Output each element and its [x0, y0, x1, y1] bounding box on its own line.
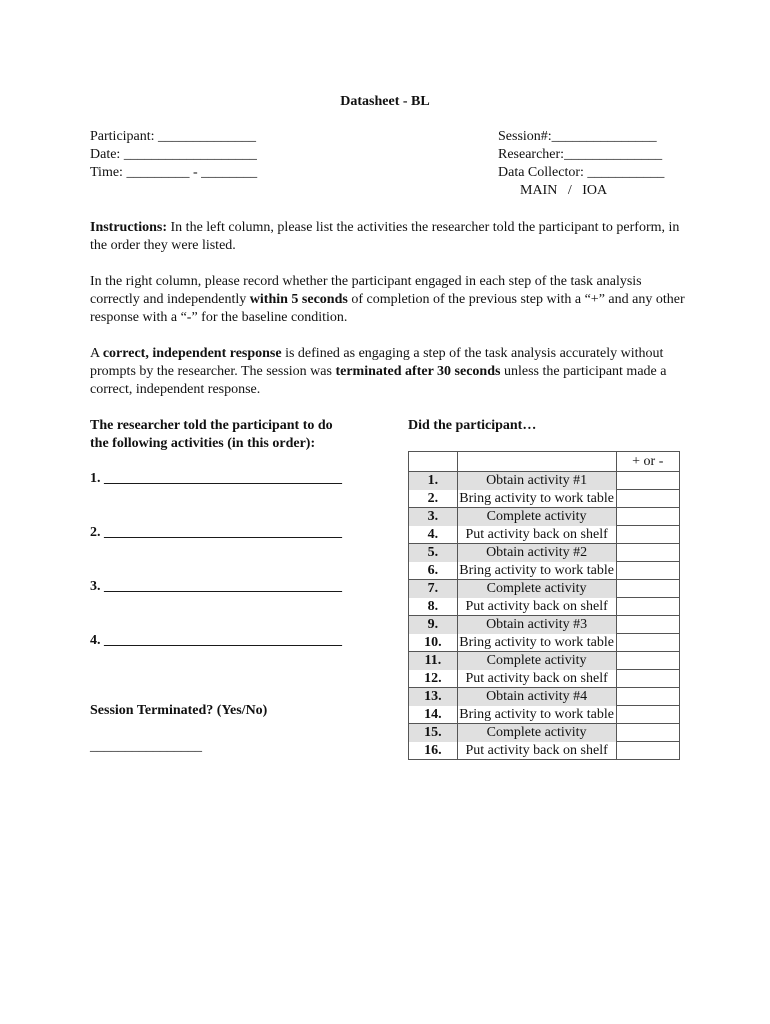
step-mark-cell[interactable]	[616, 670, 679, 688]
step-number: 13.	[409, 688, 458, 706]
researcher-field[interactable]: Researcher:______________	[498, 147, 663, 162]
instructions-text: In the left column, please list the activities the researcher told the participant to perform, in the order they were listed.	[90, 220, 680, 253]
step-mark-cell[interactable]	[616, 742, 679, 760]
table-row	[409, 706, 680, 724]
step-mark-cell[interactable]	[616, 688, 679, 706]
time-field[interactable]: Time: _________ - ________	[90, 165, 258, 180]
step-number: 7.	[409, 580, 458, 598]
main-ioa-selector[interactable]: MAIN / IOA	[520, 183, 608, 198]
step-activity: Obtain activity #2	[457, 544, 616, 562]
step-number: 12.	[409, 670, 458, 688]
step-mark-cell[interactable]	[616, 706, 679, 724]
right-column-paragraph	[90, 273, 690, 327]
activity-blank-1[interactable]: 1. __________________________________	[90, 471, 342, 486]
step-activity: Put activity back on shelf	[457, 670, 616, 688]
step-mark-cell[interactable]	[616, 472, 679, 490]
data-collector-field[interactable]: Data Collector: ___________	[498, 165, 665, 180]
activity-blank-4[interactable]: 4. __________________________________	[90, 633, 342, 648]
header-cell-num	[409, 452, 458, 472]
step-number: 15.	[409, 724, 458, 742]
participant-field[interactable]: Participant: ______________	[90, 129, 257, 144]
table-row	[409, 742, 680, 760]
p2-text-b: of completion of the previous step with a “+” and any other response with a “-” for the baseline condition.	[90, 292, 685, 325]
table-row	[409, 598, 680, 616]
table-row	[409, 580, 680, 598]
step-activity: Bring activity to work table	[457, 634, 616, 652]
step-mark-cell[interactable]	[616, 490, 679, 508]
table-row	[409, 490, 680, 508]
p3-text-b: is defined as engaging a step of the task analysis accurately without prompts by the researcher. The session was	[90, 346, 664, 379]
left-heading-line-2: the following activities (in this order):	[90, 436, 316, 451]
step-activity: Complete activity	[457, 652, 616, 670]
step-number: 3.	[409, 508, 458, 526]
step-mark-cell[interactable]	[616, 634, 679, 652]
table-row	[409, 472, 680, 490]
definition-paragraph	[90, 345, 690, 399]
right-heading: Did the participant…	[408, 418, 537, 433]
step-activity: Bring activity to work table	[457, 562, 616, 580]
step-number: 14.	[409, 706, 458, 724]
step-mark-cell[interactable]	[616, 616, 679, 634]
activity-blank-3[interactable]: 3. __________________________________	[90, 579, 342, 594]
instructions-paragraph	[90, 219, 690, 255]
table-row	[409, 670, 680, 688]
p3-bold-2: terminated after 30 seconds	[335, 364, 501, 379]
step-mark-cell[interactable]	[616, 598, 679, 616]
step-activity: Put activity back on shelf	[457, 742, 616, 760]
step-mark-cell[interactable]	[616, 508, 679, 526]
step-number: 11.	[409, 652, 458, 670]
step-activity: Bring activity to work table	[457, 490, 616, 508]
step-activity: Complete activity	[457, 580, 616, 598]
step-mark-cell[interactable]	[616, 526, 679, 544]
table-row	[409, 526, 680, 544]
step-number: 2.	[409, 490, 458, 508]
step-activity: Put activity back on shelf	[457, 598, 616, 616]
table-row	[409, 652, 680, 670]
table-row	[409, 724, 680, 742]
table-row	[409, 508, 680, 526]
table-row	[409, 544, 680, 562]
session-terminated-label: Session Terminated? (Yes/No)	[90, 703, 268, 718]
left-heading-line-1: The researcher told the participant to do	[90, 418, 333, 433]
table-row	[409, 634, 680, 652]
instructions-label: Instructions:	[90, 220, 168, 235]
p3-text-c: unless the participant made a correct, independent response.	[90, 364, 667, 397]
step-number: 6.	[409, 562, 458, 580]
step-number: 1.	[409, 472, 458, 490]
step-number: 4.	[409, 526, 458, 544]
p2-text-a: In the right column, please record whether the participant engaged in each step of the task analysis correctly and independently	[90, 274, 642, 307]
page-title: Datasheet - BL	[340, 94, 430, 109]
step-activity: Bring activity to work table	[457, 706, 616, 724]
table-row	[409, 688, 680, 706]
step-number: 10.	[409, 634, 458, 652]
header-cell-mark: + or -	[616, 452, 679, 472]
task-analysis-table	[408, 451, 680, 760]
session-terminated-blank[interactable]: ________________	[90, 739, 202, 754]
p2-bold: within 5 seconds	[249, 292, 348, 307]
session-field[interactable]: Session#:_______________	[498, 129, 657, 144]
step-activity: Obtain activity #1	[457, 472, 616, 490]
step-activity: Obtain activity #3	[457, 616, 616, 634]
activity-blank-2[interactable]: 2. __________________________________	[90, 525, 342, 540]
table-row	[409, 616, 680, 634]
step-number: 16.	[409, 742, 458, 760]
step-mark-cell[interactable]	[616, 652, 679, 670]
step-number: 5.	[409, 544, 458, 562]
step-activity: Complete activity	[457, 724, 616, 742]
p3-bold-1: correct, independent response	[102, 346, 282, 361]
step-mark-cell[interactable]	[616, 562, 679, 580]
date-field[interactable]: Date: ___________________	[90, 147, 257, 162]
step-mark-cell[interactable]	[616, 580, 679, 598]
step-number: 9.	[409, 616, 458, 634]
step-number: 8.	[409, 598, 458, 616]
table-row	[409, 562, 680, 580]
table-header-row	[409, 452, 680, 472]
step-activity: Complete activity	[457, 508, 616, 526]
step-mark-cell[interactable]	[616, 724, 679, 742]
p3-text-a: A	[90, 346, 103, 361]
header-cell-activity	[457, 452, 616, 472]
step-mark-cell[interactable]	[616, 544, 679, 562]
step-activity: Put activity back on shelf	[457, 526, 616, 544]
step-activity: Obtain activity #4	[457, 688, 616, 706]
